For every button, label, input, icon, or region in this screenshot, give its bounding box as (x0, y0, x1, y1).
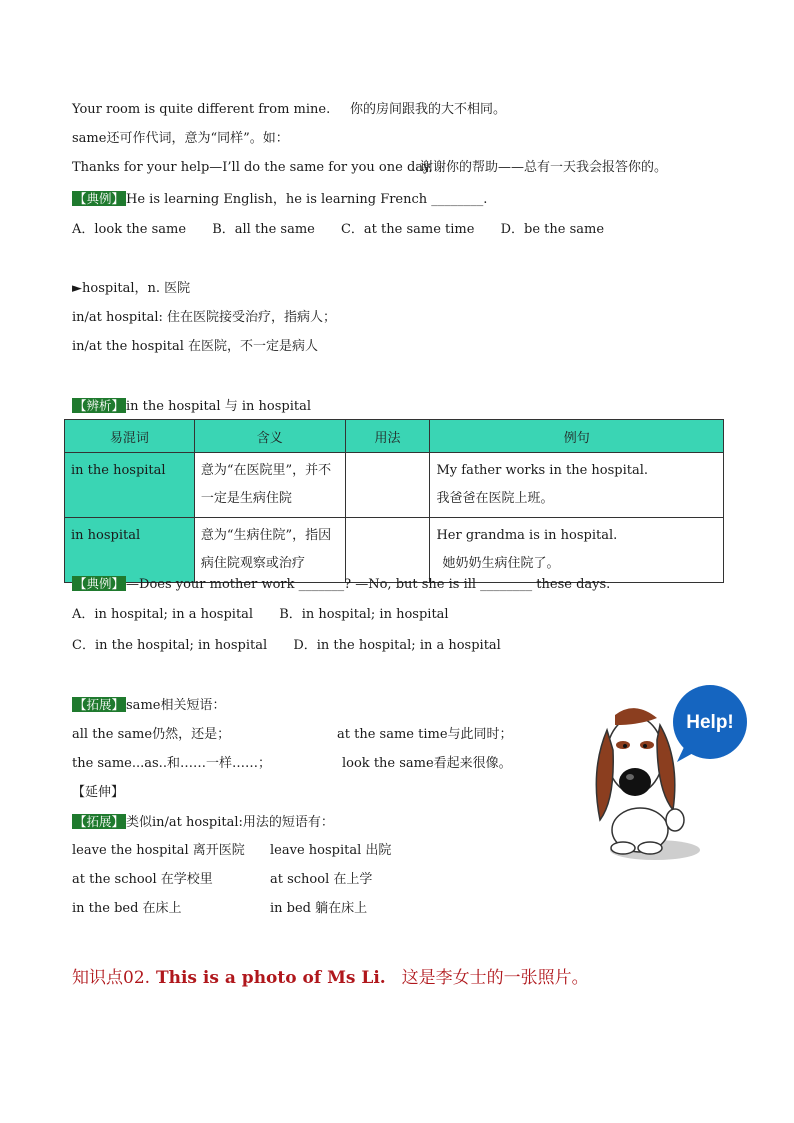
example-cn: 她奶奶生病住院了。 (442, 556, 560, 571)
option-a: A．look the same (72, 222, 187, 237)
extension-title-2 (72, 813, 334, 832)
option-c: C．in the hospital; in hospital (72, 638, 268, 653)
phrase: look the same看起来很像。 (342, 756, 512, 771)
phrase: all the same仍然，还是； (72, 727, 231, 742)
sentence-cn: 你的房间跟我的大不相同。 (350, 102, 507, 117)
help-bubble-text: Help! (686, 712, 734, 733)
example-question-2 (72, 575, 610, 594)
phrase-row (72, 871, 373, 889)
phrase-row (72, 755, 512, 773)
phrase: leave the hospital 离开医院 (72, 843, 245, 858)
question-text: He is learning English，he is learning French ________. (126, 192, 488, 207)
heading-number: 知识点02. (72, 968, 151, 988)
table-header-row (65, 420, 724, 453)
dog-icon (585, 680, 755, 870)
meaning-cell: 意为“生病住院”，指因病住院观察或治疗 (194, 518, 345, 583)
meaning-cell: 意为“在医院里”，并不一定是生病住院 (194, 453, 345, 518)
phrase: at the school 在学校里 (72, 872, 213, 887)
word-cell: in hospital (65, 518, 195, 583)
header-word: 易混词 (65, 420, 195, 453)
example-question-1 (72, 190, 487, 209)
phrase: at the same time与此同时； (337, 727, 513, 742)
phrase: the same...as..和……一样……； (72, 756, 271, 771)
example-sentence-line (72, 101, 507, 119)
example-options-2b (72, 637, 523, 655)
usage-cell (345, 518, 430, 583)
phrase: at school 在上学 (270, 872, 373, 887)
extension-title (72, 696, 225, 715)
extension-label: 【延伸】 (72, 785, 125, 800)
option-d: D．be the same (500, 222, 605, 237)
example-en: My father works in the hospital. (436, 463, 649, 478)
hospital-title: ►hospital，n. 医院 (72, 281, 191, 296)
example-options-1 (72, 221, 626, 239)
sentence-en: Your room is quite different from mine. (72, 102, 331, 117)
phrase-row (72, 726, 513, 744)
example-sentence-line-2 (72, 159, 668, 177)
phrase: in bed 躺在床上 (270, 901, 368, 916)
example-tag: 【典例】 (74, 191, 125, 206)
header-meaning: 含义 (194, 420, 345, 453)
phrase: in the bed 在床上 (72, 901, 182, 916)
table-row (65, 518, 724, 583)
phrase-row (72, 900, 368, 918)
option-a: A．in hospital; in a hospital (72, 607, 254, 622)
sentence-cn: 谢谢你的帮助——总有一天我会报答你的。 (420, 160, 668, 175)
table-row (65, 453, 724, 518)
header-example: 例句 (430, 420, 724, 453)
comparison-table (64, 419, 724, 583)
section-heading (72, 963, 589, 988)
phrase-row (72, 842, 392, 860)
pronoun-note: same还可作代词，意为“同样”。如： (72, 131, 289, 146)
analysis-tag: 【辨析】 (74, 398, 125, 413)
question-text: —Does your mother work _______? —No, but she is ill ________ these days. (126, 577, 611, 592)
extension-tag: 【拓展】 (74, 697, 125, 712)
hospital-note-2: in/at the hospital 在医院，不一定是病人 (72, 339, 319, 354)
example-cn: 我爸爸在医院上班。 (436, 491, 554, 506)
phrase: leave hospital 出院 (270, 843, 392, 858)
sentence-en: Thanks for your help—I’ll do the same for you one day. (72, 160, 433, 175)
extension-text: 类似in/at hospital:用法的短语有： (126, 815, 334, 830)
hospital-note-1: in/at hospital: 住在医院接受治疗，指病人； (72, 310, 337, 325)
comparison-text: in the hospital 与 in hospital (126, 399, 311, 414)
option-b: B．in hospital; in hospital (279, 607, 449, 622)
example-en: Her grandma is in hospital. (436, 528, 618, 543)
option-b: B．all the same (212, 222, 315, 237)
comparison-title (72, 397, 311, 416)
header-usage: 用法 (345, 420, 430, 453)
heading-en: This is a photo of Ms Li. (155, 968, 386, 988)
option-d: D．in the hospital; in a hospital (293, 638, 501, 653)
extension-tag: 【拓展】 (74, 814, 125, 829)
usage-cell (345, 453, 430, 518)
example-cell (430, 518, 724, 583)
option-c: C．at the same time (340, 222, 475, 237)
example-cell (430, 453, 724, 518)
heading-cn: 这是李女士的一张照片。 (401, 968, 589, 988)
extension-text: same相关短语： (126, 698, 226, 713)
word-cell: in the hospital (65, 453, 195, 518)
help-dog-illustration (585, 680, 755, 870)
example-options-2a (72, 606, 471, 624)
example-tag: 【典例】 (74, 576, 125, 591)
